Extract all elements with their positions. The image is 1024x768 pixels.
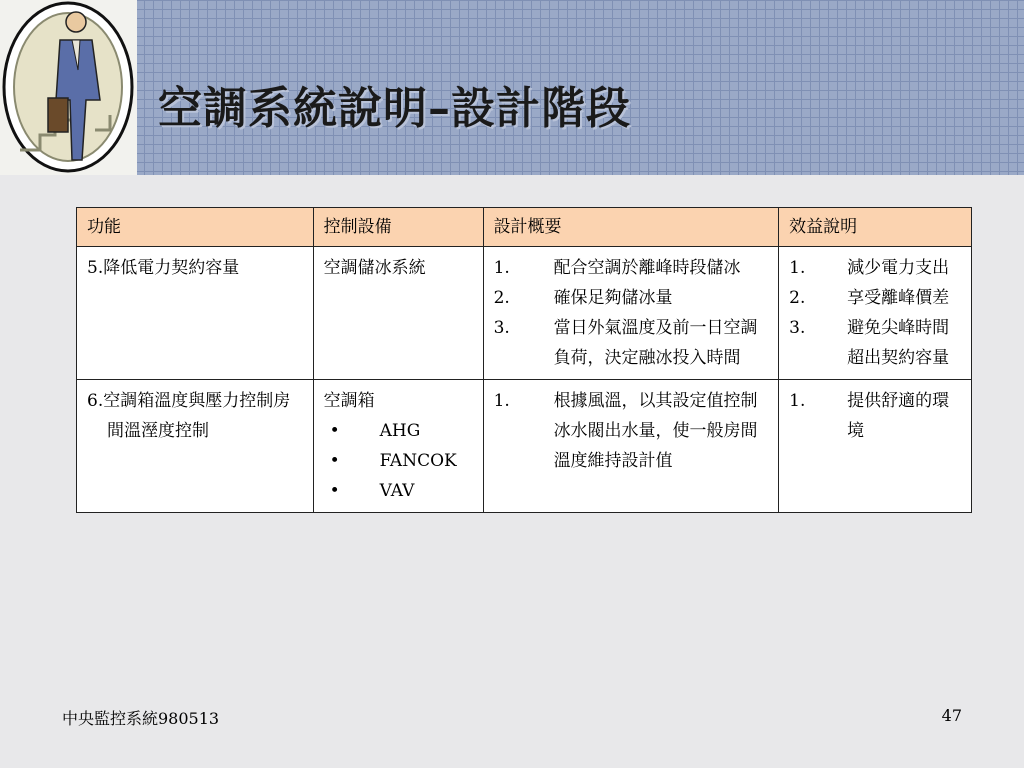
header-band [0,0,1024,175]
businessman-clipart [0,0,137,175]
slide-title: 空調系統說明–設計階段 [158,83,631,134]
list-item: 1. 根據風溫，以其設定值控制冰水閥出水量，使一般房間溫度維持設計值 [493,391,758,471]
cell-design [483,247,779,380]
cell-design [483,380,779,513]
cell-benefit [779,380,972,513]
list-item: • AHG [329,421,421,441]
list-item: 2. 確保足夠儲冰量 [493,288,673,308]
list-item: 3. 避免尖峰時間超出契約容量 [789,318,950,368]
list-item: 1. 提供舒適的環境 [789,391,950,441]
table-header-row [77,208,972,247]
function-text: 5.降低電力契約容量 [87,258,240,278]
header-function: 功能 [77,208,314,247]
list-item: 2. 享受離峰價差 [789,288,950,308]
clipart-image [0,0,137,175]
list-item: • VAV [329,481,415,501]
function-text: 6.空調箱溫度與壓力控制房間溫溼度控制 [87,391,291,441]
cell-equipment: 空調儲冰系統 [313,247,483,380]
design-table [76,207,972,513]
footer-label: 中央監控系統980513 [62,709,220,728]
cell-benefit [779,247,972,380]
list-item: • FANCOK [329,451,457,471]
header-design: 設計概要 [483,208,779,247]
cell-equipment [313,380,483,513]
table-row [77,247,972,380]
header-equipment: 控制設備 [313,208,483,247]
cell-function [77,247,314,380]
equipment-title: 空調箱 [323,391,375,411]
list-item: 1. 配合空調於離峰時段儲冰 [493,258,741,278]
list-item: 3. 當日外氣溫度及前一日空調負荷，決定融冰投入時間 [493,318,758,368]
page-number: 47 [941,706,962,725]
cell-function [77,380,314,513]
table-row [77,380,972,513]
list-item: 1. 減少電力支出 [789,258,950,278]
header-benefit: 效益說明 [779,208,972,247]
